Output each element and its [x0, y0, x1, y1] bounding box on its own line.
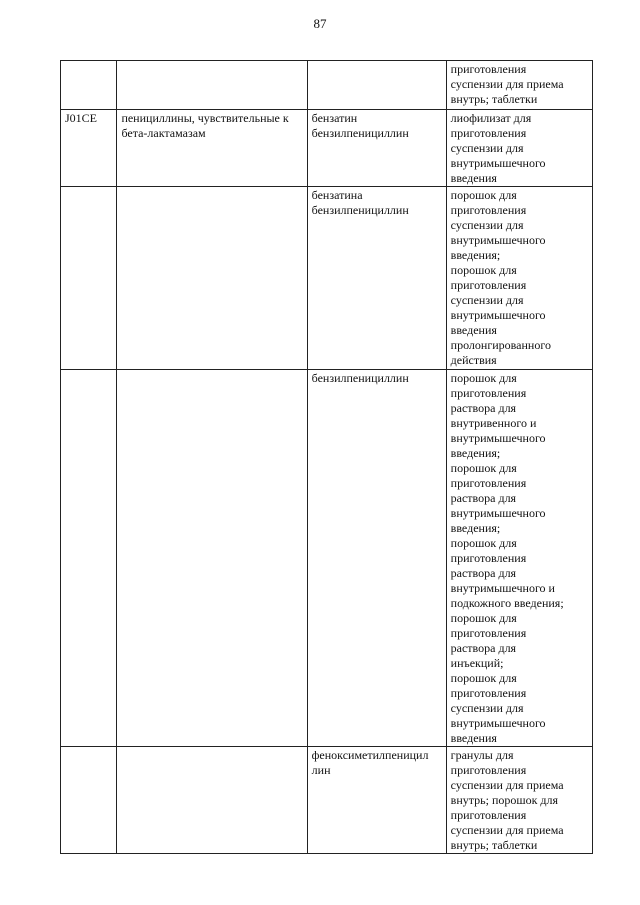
dosage-form-line: введения — [450, 731, 497, 745]
dosage-form-line: внутримышечного — [450, 431, 546, 445]
drug-name-text: феноксиметилпеницил лин — [311, 748, 429, 777]
dosage-form-line: раствора для — [450, 641, 517, 655]
dosage-form-line: подкожного введения; — [450, 596, 564, 610]
drug-name-text: бензатин бензилпенициллин — [311, 111, 409, 140]
dosage-form-line: приготовления — [450, 386, 527, 400]
dosage-form-line: внутрь; порошок для — [450, 793, 559, 807]
table-body — [61, 61, 593, 854]
pharmacological-group-text: пенициллины, чувствительные к бета-лактамазам — [121, 111, 289, 140]
dosage-form-cell — [446, 747, 592, 854]
dosage-form-line: введения; — [450, 248, 501, 262]
drug-name-text: бензилпенициллин — [311, 371, 409, 385]
dosage-form-line: раствора для — [450, 491, 517, 505]
drug-name-cell — [307, 370, 446, 747]
dosage-form-line: приготовления — [450, 476, 527, 490]
dosage-form-line: раствора для — [450, 566, 517, 580]
pharmacological-group-cell — [117, 370, 307, 747]
atc-code-cell — [61, 61, 117, 110]
drug-name-cell — [307, 61, 446, 110]
dosage-form-line: порошок для — [450, 611, 517, 625]
dosage-form-line: порошок для — [450, 263, 517, 277]
dosage-form-cell — [446, 187, 592, 370]
table-row — [61, 187, 593, 370]
dosage-form-line: приготовления — [450, 686, 527, 700]
drug-name-text: бензатина бензилпенициллин — [311, 188, 409, 217]
dosage-form-line: порошок для — [450, 461, 517, 475]
dosage-form-line: приготовления — [450, 763, 527, 777]
dosage-form-line: суспензии для приема — [450, 77, 564, 91]
dosage-form-line: суспензии для — [450, 293, 524, 307]
dosage-form-cell — [446, 61, 592, 110]
dosage-form-line: приготовления — [450, 278, 527, 292]
dosage-form-line: раствора для — [450, 401, 517, 415]
dosage-form-line: действия — [450, 353, 497, 367]
dosage-form-line: внутрь; таблетки — [450, 92, 538, 106]
dosage-form-line: порошок для — [450, 671, 517, 685]
dosage-form-line: внутримышечного — [450, 233, 546, 247]
table-row — [61, 110, 593, 187]
dosage-form-cell — [446, 110, 592, 187]
dosage-form-line: приготовления — [450, 126, 527, 140]
dosage-form-line: внутримышечного — [450, 308, 546, 322]
dosage-form-line: введения — [450, 323, 497, 337]
dosage-form-line: введения; — [450, 521, 501, 535]
drug-name-cell — [307, 187, 446, 370]
table-row — [61, 61, 593, 110]
dosage-form-line: приготовления — [450, 62, 527, 76]
dosage-form-line: внутримышечного и — [450, 581, 555, 595]
pharmacological-group-cell — [117, 187, 307, 370]
dosage-form-line: суспензии для — [450, 701, 524, 715]
atc-code-cell — [61, 370, 117, 747]
dosage-form-line: приготовления — [450, 808, 527, 822]
dosage-form-line: приготовления — [450, 626, 527, 640]
atc-code-text: J01CE — [65, 111, 98, 125]
dosage-form-line: гранулы для — [450, 748, 514, 762]
dosage-form-line: суспензии для приема — [450, 778, 564, 792]
dosage-form-line: внутримышечного — [450, 716, 546, 730]
atc-code-cell — [61, 110, 117, 187]
drug-name-cell — [307, 747, 446, 854]
pharmacological-group-cell — [117, 747, 307, 854]
dosage-form-line: суспензии для — [450, 218, 524, 232]
pharmacological-group-cell — [117, 61, 307, 110]
table-row — [61, 747, 593, 854]
dosage-form-line: приготовления — [450, 551, 527, 565]
dosage-form-line: внутримышечного — [450, 506, 546, 520]
dosage-form-line: введения; — [450, 446, 501, 460]
dosage-form-line: суспензии для — [450, 141, 524, 155]
dosage-form-line: порошок для — [450, 371, 517, 385]
pharmacological-group-cell — [117, 110, 307, 187]
table-row — [61, 370, 593, 747]
drug-table — [60, 60, 593, 854]
dosage-form-line: внутримышечного — [450, 156, 546, 170]
dosage-form-line: порошок для — [450, 188, 517, 202]
dosage-form-line: введения — [450, 171, 497, 185]
dosage-form-cell — [446, 370, 592, 747]
dosage-form-line: внутрь; таблетки — [450, 838, 538, 852]
atc-code-cell — [61, 747, 117, 854]
dosage-form-line: внутривенного и — [450, 416, 537, 430]
dosage-form-line: пролонгированного — [450, 338, 551, 352]
atc-code-cell — [61, 187, 117, 370]
dosage-form-line: порошок для — [450, 536, 517, 550]
dosage-form-line: инъекций; — [450, 656, 504, 670]
dosage-form-line: приготовления — [450, 203, 527, 217]
dosage-form-line: суспензии для приема — [450, 823, 564, 837]
dosage-form-line: лиофилизат для — [450, 111, 532, 125]
page-number: 87 — [313, 16, 327, 31]
drug-name-cell — [307, 110, 446, 187]
